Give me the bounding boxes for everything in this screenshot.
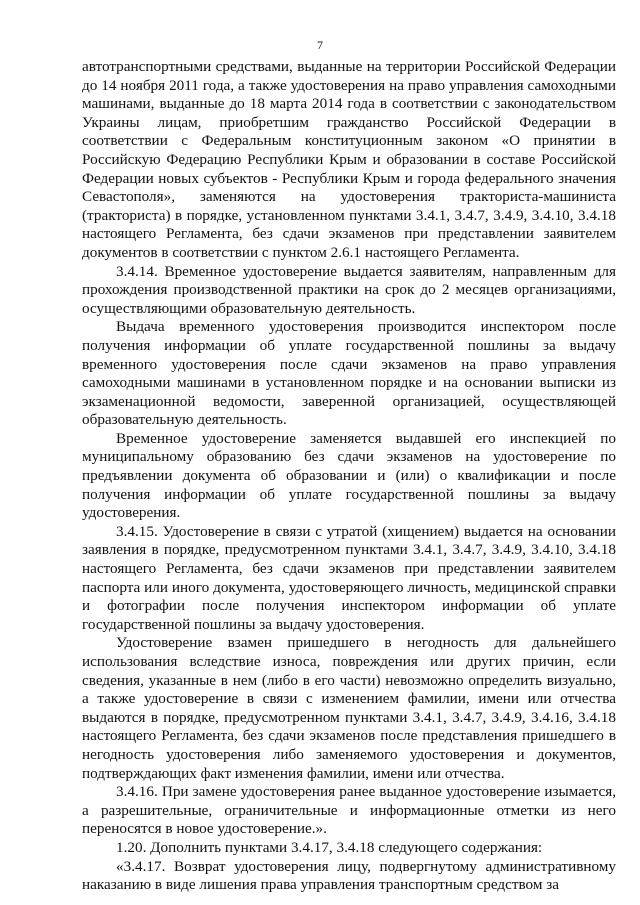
paragraph-1-20: 1.20. Дополнить пунктами 3.4.17, 3.4.18 следующего содержания: <box>116 838 543 856</box>
document-body <box>82 58 616 895</box>
paragraph-temporary-replacement: Временное удостоверение заменяется выдавшей его инспекцией по муниципальному образованию без сдачи экзаменов на удостоверение по предъявлении документа об образовании и (или) о квалификации и после получения информации об уплате государственной пошлины за выдачу удостоверения. <box>82 429 616 522</box>
paragraph-3-4-16: 3.4.16. При замене удостоверения ранее выданное удостоверение изымается, а разрешительные, ограничительные и информационные отметки из него переносятся в новое удостоверение.». <box>82 783 616 838</box>
page-number: 7 <box>317 38 323 52</box>
paragraph-3-4-14: 3.4.14. Временное удостоверение выдается заявителям, направленным для прохождения производственной практики на срок до 2 месяцев организациями, осуществляющими образовательную деятельность. <box>82 262 616 317</box>
paragraph-temporary-issuance: Выдача временного удостоверения производится инспектором после получения информации об уплате государственной пошлины за выдачу временного удостоверения после сдачи экзаменов на право управления самоходными машинами в установленном порядке и на основании выписки из экзаменационной ведомости, заверенной организацией, осуществляющей образовательную деятельность. <box>82 318 616 429</box>
paragraph-continuation: автотранспортными средствами, выданные на территории Российской Федерации до 14 ноября 2011 года, а также удостоверения на право управления самоходными машинами, выданные до 18 марта 2014 года в соответствии с законодательством Украины лицам, приобретшим гражданство Российской Федерации в соответствии с Федеральным конституционным законом «О принятии в Российскую Федерацию Республики Крым и образовании в составе Российской Федерации новых субъектов - Республики Крым и города федерального значения Севастополя», заменяются на удостоверения тракториста-машиниста (тракториста) в порядке, установленном пунктами 3.4.1, 3.4.7, 3.4.9, 3.4.10, 3.4.18 настоящего Регламента, без сдачи экзаменов при представлении заявителем документов в соответствии с пунктом 2.6.1 настоящего Регламента. <box>82 58 616 261</box>
paragraph-3-4-17: «3.4.17. Возврат удостоверения лицу, подвергнутому административному наказанию в виде лишения права управления транспортным средством за <box>82 857 616 894</box>
paragraph-damaged-replacement: Удостоверение взамен пришедшего в негодность для дальнейшего использования вследствие износа, повреждения или других причин, если сведения, указанные в нем (либо в его части) невозможно определить визуально, а также удостоверение в связи с изменением фамилии, имени или отчества выдаются в порядке, предусмотренном пунктами 3.4.1, 3.4.7, 3.4.9, 3.4.16, 3.4.18 настоящего Регламента, без сдачи экзаменов после представления пришедшего в негодность удостоверения либо заменяемого удостоверения и документов, подтверждающих факт изменения фамилии, имени или отчества. <box>82 634 616 782</box>
paragraph-3-4-15: 3.4.15. Удостоверение в связи с утратой (хищением) выдается на основании заявления в порядке, предусмотренном пунктами 3.4.1, 3.4.7, 3.4.9, 3.4.10, 3.4.18 настоящего Регламента, без сдачи экзаменов при представлении заявителем паспорта или иного документа, удостоверяющего личность, медицинской справки и фотографии после получения инспектором информации об уплате государственной пошлины за выдачу удостоверения. <box>82 522 616 633</box>
